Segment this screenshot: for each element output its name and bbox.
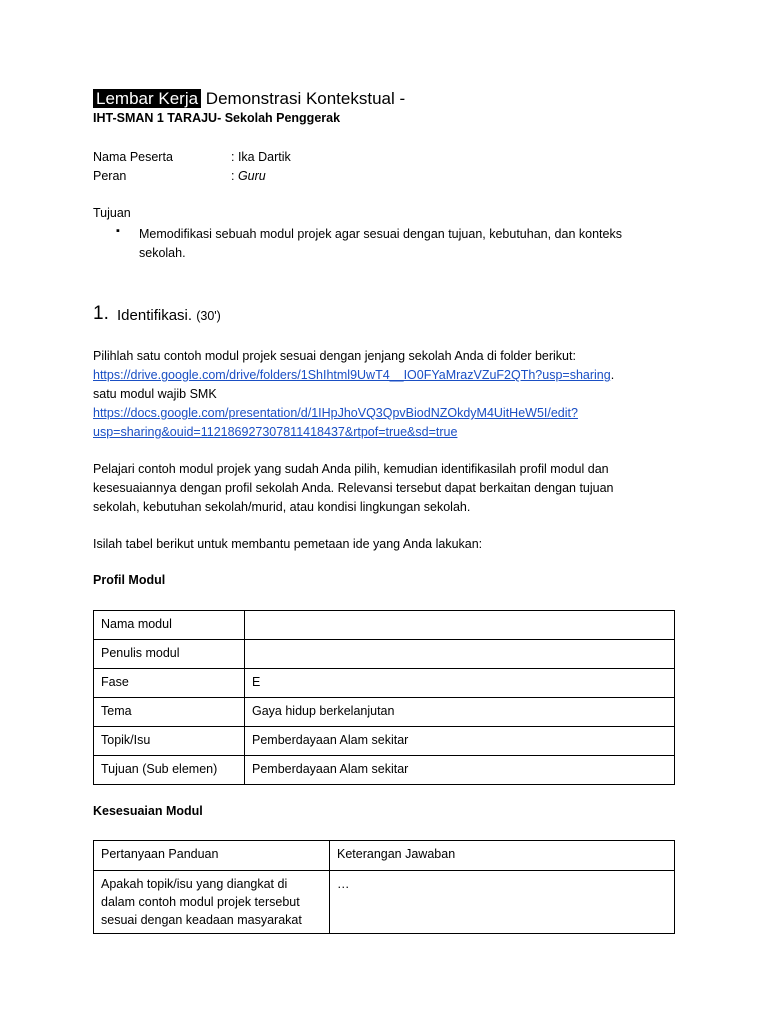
profil-value-cell[interactable]: Pemberdayaan Alam sekitar [245, 727, 675, 756]
role-label: Peran [93, 169, 127, 183]
profil-label-cell: Tujuan (Sub elemen) [94, 756, 245, 785]
role-value: Guru [237, 169, 266, 183]
answer-cell[interactable]: … [330, 871, 675, 934]
link2-row-2 [93, 423, 653, 442]
profil-value-cell[interactable]: Pemberdayaan Alam sekitar [245, 756, 675, 785]
instruction-p2: satu modul wajib SMK [93, 387, 217, 401]
section-title [117, 307, 221, 324]
section-duration: (30') [196, 309, 221, 323]
title-highlight: Lembar Kerja [93, 89, 201, 108]
title-rest: Demonstrasi Kontekstual - [205, 89, 406, 108]
profil-modul-table [93, 610, 675, 785]
slides-link-line2[interactable]: usp=sharing&ouid=112186927307811418437&rtpof=true&sd=true [93, 425, 458, 439]
profil-label-cell: Fase [94, 669, 245, 698]
instruction-p4: Isilah tabel berikut untuk membantu pemetaan ide yang Anda lakukan: [93, 537, 483, 551]
column-header-question: Pertanyaan Panduan [94, 841, 330, 871]
drive-folder-link[interactable]: https://drive.google.com/drive/folders/1ShIhtml9UwT4__IO0FYaMrazVZuF2QTh?usp=sharing [93, 368, 611, 382]
table-header-row [94, 841, 675, 871]
profil-value-cell[interactable] [245, 611, 675, 640]
role-value-row [231, 169, 266, 183]
profil-label-cell: Tema [94, 698, 245, 727]
instruction-p1: Pilihlah satu contoh modul projek sesuai dengan jenjang sekolah Anda di folder berikut: [93, 349, 576, 363]
kesesuaian-modul-heading: Kesesuaian Modul [93, 804, 203, 818]
name-label: Nama Peserta [93, 150, 173, 164]
link1-suffix: . [610, 368, 615, 382]
table-row [94, 756, 675, 785]
table-row [94, 640, 675, 669]
profil-value-cell[interactable]: Gaya hidup berkelanjutan [245, 698, 675, 727]
profil-label-cell: Penulis modul [94, 640, 245, 669]
table-row [94, 727, 675, 756]
profil-value-cell[interactable]: E [245, 669, 675, 698]
profil-modul-heading: Profil Modul [93, 573, 166, 587]
slides-link-line1[interactable]: https://docs.google.com/presentation/d/1IHpJhoVQ3QpvBiodNZOkdyM4UitHeW5I/edit? [93, 406, 578, 420]
column-header-answer: Keterangan Jawaban [330, 841, 675, 871]
document-title [93, 88, 405, 110]
role-colon: : [231, 169, 238, 183]
kesesuaian-modul-table [93, 840, 675, 934]
goal-label: Tujuan [93, 206, 131, 220]
question-cell: Apakah topik/isu yang diangkat di dalam contoh modul projek tersebut sesuai dengan keadaan masyarakat [94, 871, 330, 934]
profil-label-cell: Nama modul [94, 611, 245, 640]
section-title-text: Identifikasi. [117, 307, 193, 324]
section-number: 1. [93, 303, 109, 324]
table-row [94, 871, 675, 934]
name-value: : Ika Dartik [231, 150, 291, 164]
bullet-icon: ▪ [116, 225, 120, 237]
link2-row-1 [93, 404, 653, 423]
profil-label-cell: Topik/Isu [94, 727, 245, 756]
table-row [94, 611, 675, 640]
table-row [94, 698, 675, 727]
table-row [94, 669, 675, 698]
profil-value-cell[interactable] [245, 640, 675, 669]
goal-text: Memodifikasi sebuah modul projek agar sesuai dengan tujuan, kebutuhan, dan konteks sekolah. [139, 227, 622, 260]
link1-row [93, 366, 653, 385]
instruction-p3: Pelajari contoh modul projek yang sudah Anda pilih, kemudian identifikasilah profil modul dan kesesuaiannya dengan profil sekolah Anda. Relevansi tersebut dapat berkaitan dengan tujuan sekolah, kebutuhan sekolah/murid, atau kondisi lingkungan sekolah. [93, 462, 614, 514]
document-subtitle: IHT-SMAN 1 TARAJU- Sekolah Penggerak [93, 111, 341, 125]
